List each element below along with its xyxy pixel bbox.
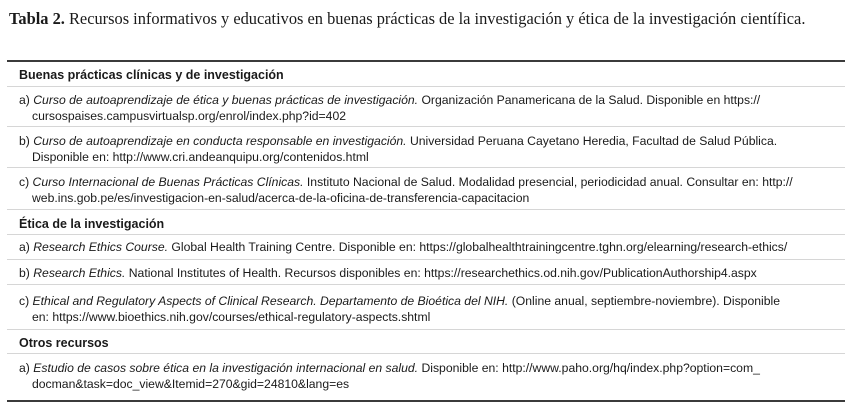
item-continuation: en: https://www.bioethics.nih.gov/courses/ethical-regulatory-aspects.shtml (32, 310, 431, 324)
resources-table (7, 60, 845, 402)
caption-text: Recursos informativos y educativos en buenas prácticas de la investigación y ética de la investigación científica. (69, 9, 806, 28)
item-continuation: docman&task=doc_view&Itemid=270&gid=24810&lang=es (32, 377, 350, 391)
row-divider (7, 353, 845, 354)
list-item (19, 133, 843, 165)
item-letter: b) (19, 134, 30, 148)
item-text: National Institutes of Health. Recursos disponibles en: https://researchethics.od.nih.gov/PublicationAuthorship4.aspx (125, 266, 757, 280)
item-title: Curso de autoaprendizaje en conducta responsable en investigación. (33, 134, 407, 148)
item-title: Ethical and Regulatory Aspects of Clinical Research. Departamento de Bioética del NIH. (32, 294, 509, 308)
list-item (19, 265, 843, 281)
table-caption (9, 8, 843, 29)
item-title: Research Ethics. (33, 266, 126, 280)
row-divider (7, 167, 845, 168)
item-letter: b) (19, 266, 30, 280)
row-divider (7, 329, 845, 330)
row-divider (7, 86, 845, 87)
list-item (19, 360, 843, 392)
item-title: Estudio de casos sobre ética en la investigación internacional en salud. (33, 361, 419, 375)
row-divider (7, 259, 845, 260)
row-divider (7, 284, 845, 285)
list-item (19, 293, 843, 325)
item-letter: a) (19, 93, 30, 107)
item-letter: c) (19, 294, 30, 308)
item-letter: a) (19, 361, 30, 375)
item-text: Universidad Peruana Cayetano Heredia, Facultad de Salud Pública. (406, 134, 778, 148)
item-text: Disponible en: http://www.paho.org/hq/index.php?option=com_ (418, 361, 760, 375)
item-title: Curso Internacional de Buenas Prácticas Clínicas. (32, 175, 304, 189)
list-item (19, 239, 843, 255)
item-continuation: web.ins.gob.pe/es/investigacion-en-salud/acerca-de-la-oficina-de-transferencia-capacitacion (32, 191, 530, 205)
row-divider (7, 234, 845, 235)
item-continuation: cursospaises.campusvirtualsp.org/enrol/index.php?id=402 (32, 109, 347, 123)
section-title-otros: Otros recursos (19, 336, 109, 350)
caption-label: Tabla 2. (9, 9, 65, 28)
item-letter: c) (19, 175, 30, 189)
list-item (19, 92, 843, 124)
item-title: Research Ethics Course. (33, 240, 169, 254)
item-text: Organización Panamericana de la Salud. Disponible en https:// (418, 93, 761, 107)
row-divider (7, 209, 845, 210)
item-continuation: Disponible en: http://www.cri.andeanquipu.org/contenidos.html (32, 150, 369, 164)
item-letter: a) (19, 240, 30, 254)
row-divider (7, 126, 845, 127)
item-text: Global Health Training Centre. Disponible en: https://globalhealthtrainingcentre.tghn.org/elearning/research-ethics/ (168, 240, 788, 254)
section-title-etica: Ética de la investigación (19, 217, 165, 231)
section-title-buenas-practicas: Buenas prácticas clínicas y de investigación (19, 68, 284, 82)
list-item (19, 174, 843, 206)
item-text: (Online anual, septiembre-noviembre). Disponible (508, 294, 780, 308)
item-title: Curso de autoaprendizaje de ética y buenas prácticas de investigación. (33, 93, 419, 107)
item-text: Instituto Nacional de Salud. Modalidad presencial, periodicidad anual. Consultar en: http:// (303, 175, 793, 189)
